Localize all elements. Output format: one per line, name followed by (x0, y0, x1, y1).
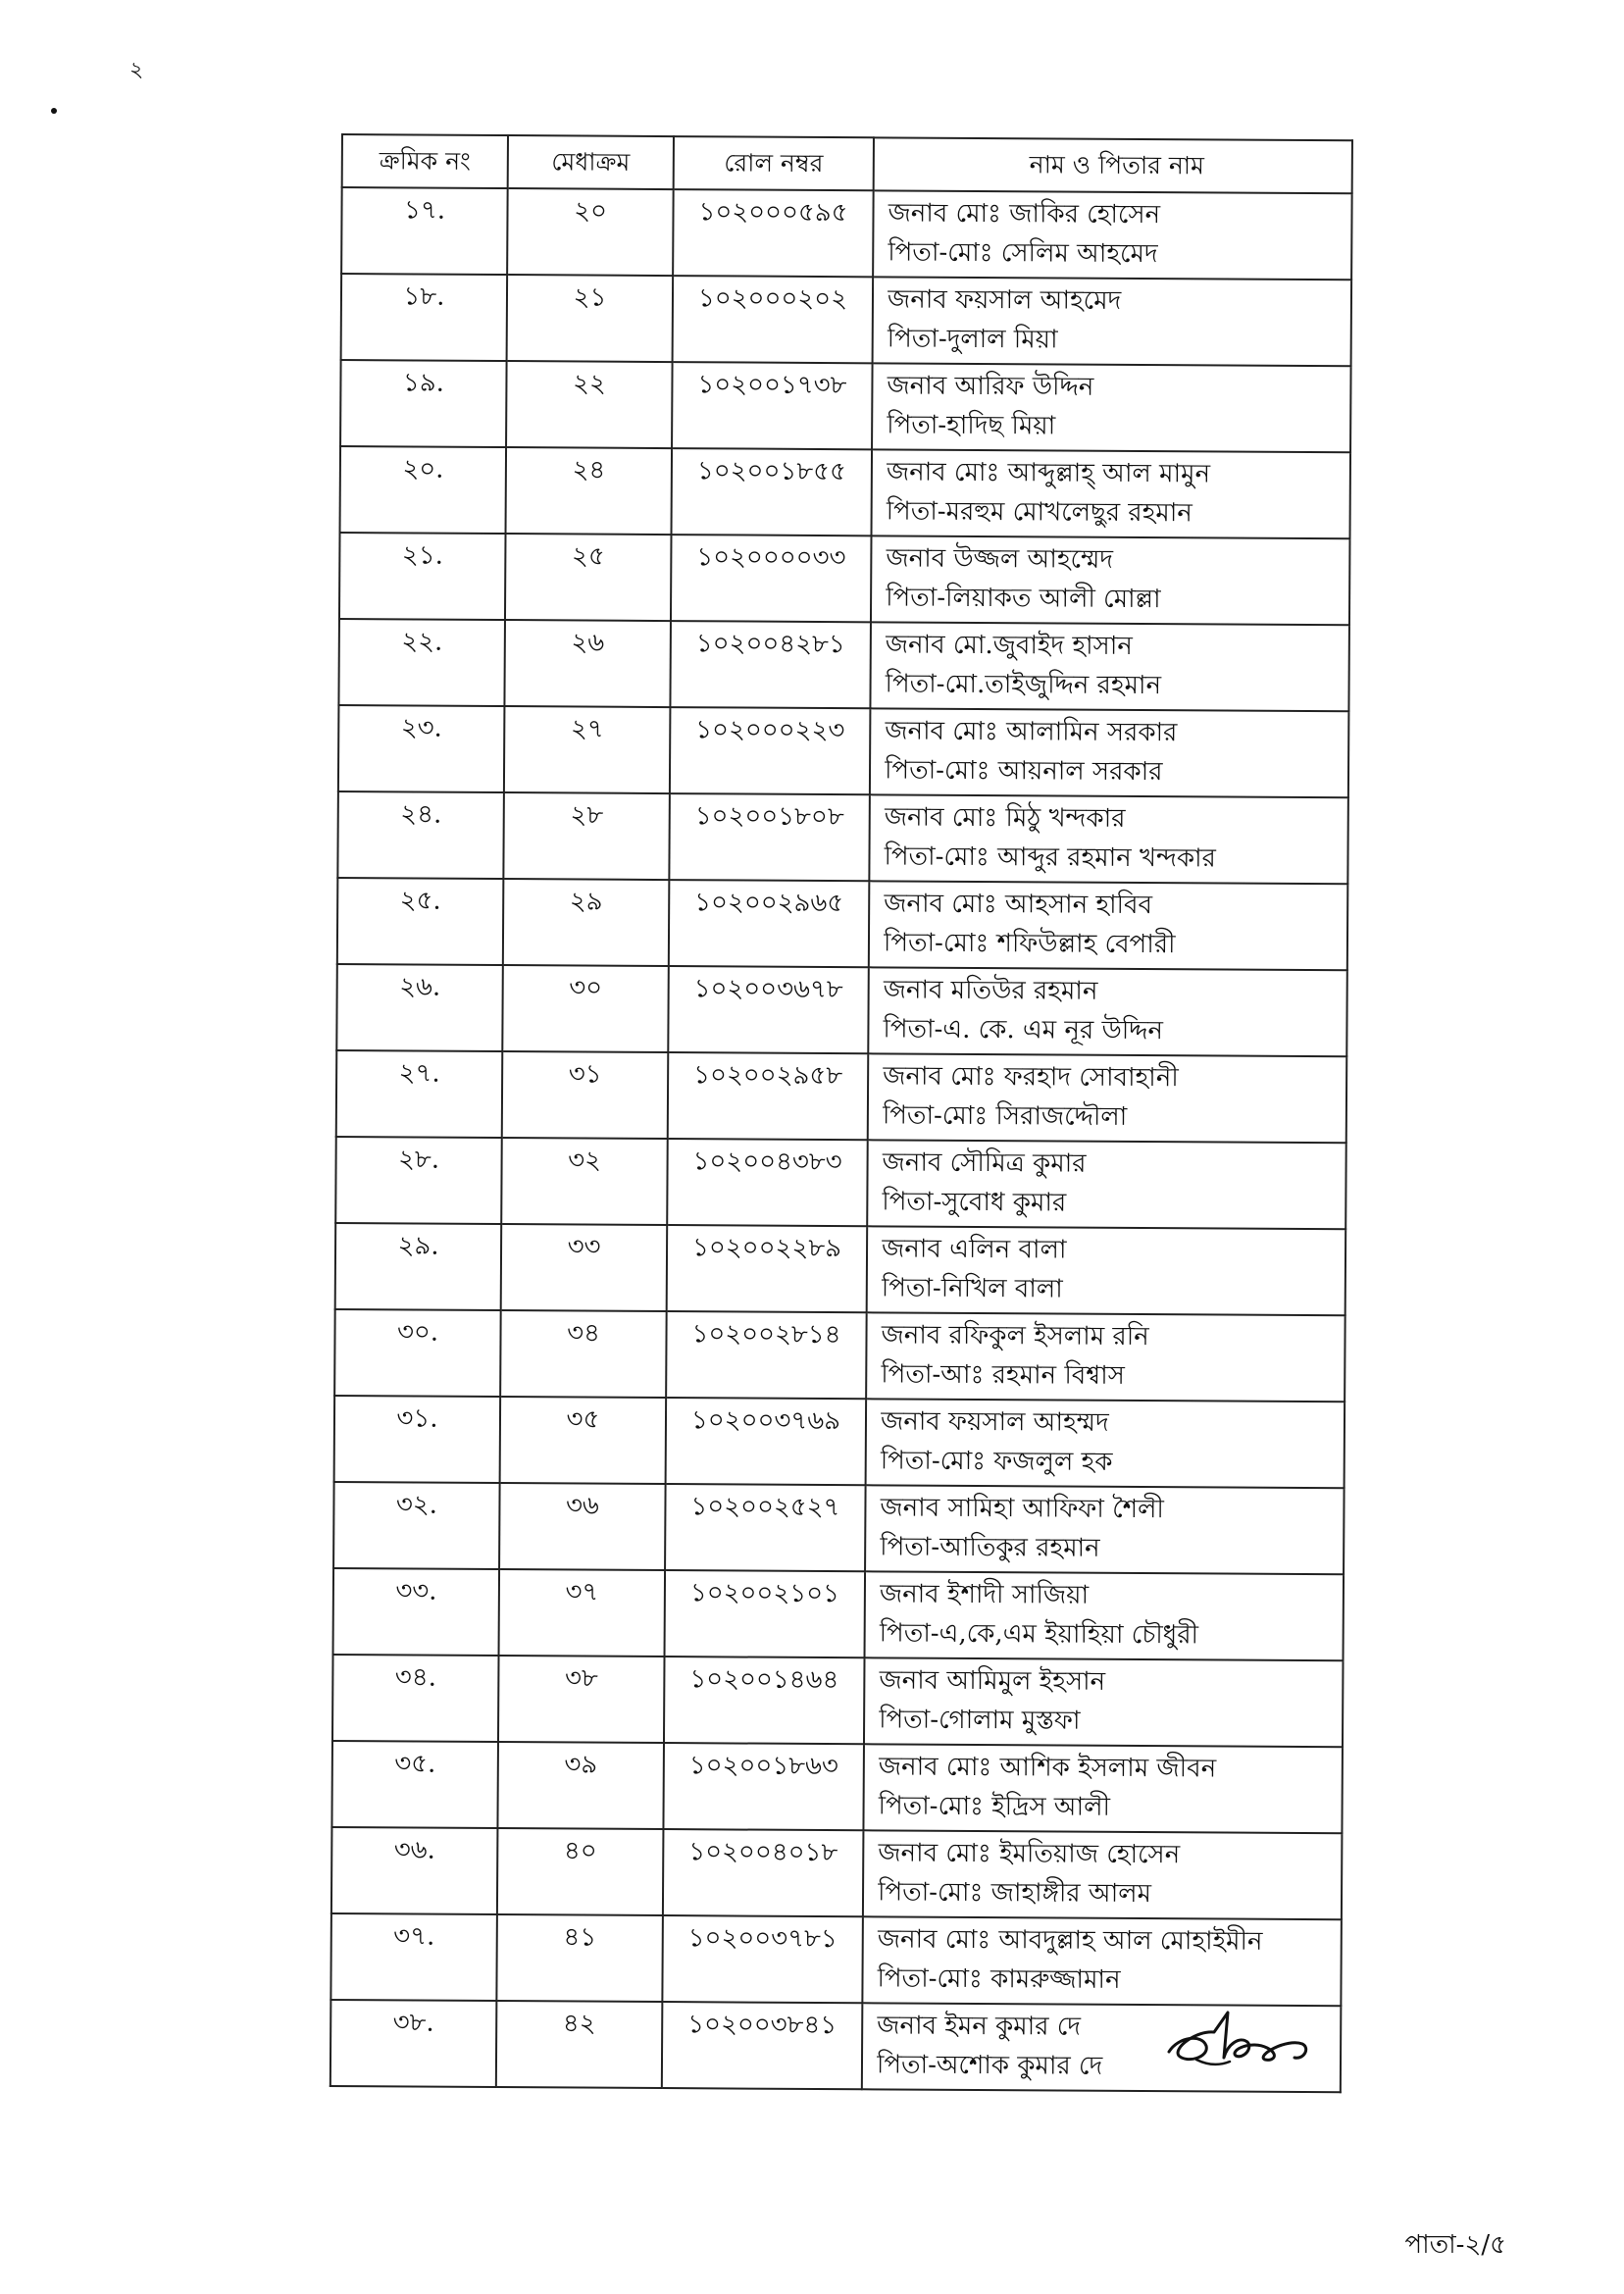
table-row (336, 964, 1347, 1056)
merit-cell: ৩০ (502, 965, 669, 1052)
father-name: পিতা-মোঃ আয়নাল সরকার (884, 755, 1163, 788)
father-name: পিতা-মোঃ জাহাঙ্গীর আলম (877, 1877, 1152, 1910)
merit-cell: ২১ (507, 275, 674, 362)
table-row (340, 446, 1351, 538)
name-cell (862, 1916, 1342, 2006)
name-cell (873, 277, 1352, 366)
serial-cell: ২৬. (336, 964, 503, 1051)
name-cell (863, 1744, 1343, 1833)
serial-cell: ২৯. (335, 1223, 502, 1310)
father-name: পিতা-এ. কে. এম নূর উদ্দিন (883, 1014, 1164, 1046)
table-row (335, 1137, 1346, 1229)
stray-dot (51, 108, 57, 114)
merit-cell: ৩৭ (499, 1569, 666, 1657)
name-cell (867, 1226, 1346, 1315)
candidate-name: জনাব উজ্জল আহম্মেদ (886, 543, 1114, 575)
serial-cell: ২১. (339, 533, 506, 620)
name-cell (864, 1657, 1344, 1747)
roll-cell: ১০২০০১৭৩৮ (672, 362, 873, 449)
roll-cell: ১০২০০২২৮৯ (667, 1225, 868, 1312)
corner-mark: ২ (129, 58, 144, 82)
candidate-name: জনাব মোঃ ইমতিয়াজ হোসেন (878, 1838, 1181, 1870)
candidate-name: জনাব ফয়সাল আহম্মদ (880, 1406, 1109, 1438)
father-name: পিতা-মোঃ সেলিম আহমেদ (888, 237, 1158, 270)
merit-cell: ৪০ (497, 1828, 664, 1915)
table-row (337, 791, 1348, 884)
table-row (330, 1913, 1342, 2006)
candidate-name: জনাব মোঃ ফরহাদ সোবাহানী (883, 1061, 1179, 1094)
page-number: পাতা-২/৫ (1404, 2230, 1506, 2260)
candidate-name: জনাব আরিফ উদ্দিন (887, 371, 1094, 402)
table-row (335, 1223, 1346, 1315)
serial-cell: ৩২. (333, 1482, 500, 1569)
table-row (332, 1655, 1344, 1747)
roll-cell: ১০২০০৩৬৭৮ (668, 966, 869, 1053)
candidate-name: জনাব ইশাদী সাজিয়া (879, 1579, 1090, 1610)
candidate-name: জনাব মোঃ আশিক ইসলাম জীবন (878, 1752, 1217, 1784)
roll-cell: ১০২০০২৮১৪ (666, 1311, 867, 1399)
serial-cell: ৩৫. (331, 1741, 498, 1828)
merit-cell: ২৯ (503, 879, 670, 966)
candidate-name: জনাব মোঃ আলামিন সরকার (885, 716, 1178, 748)
table-row (338, 619, 1349, 711)
candidate-name: জনাব আমিমুল ইহসান (879, 1665, 1106, 1697)
name-cell (868, 967, 1347, 1056)
name-cell (869, 881, 1348, 970)
father-name: পিতা-মোঃ সিরাজদ্দৌলা (882, 1100, 1128, 1132)
roll-cell: ১০২০০২৯৬৫ (669, 880, 870, 967)
merit-list-table (330, 133, 1353, 2093)
serial-cell: ৩৮. (330, 2000, 497, 2087)
candidate-name: জনাব মোঃ মিঠু খন্দকার (884, 802, 1126, 834)
father-name: পিতা-সুবোধ কুমার (882, 1187, 1067, 1218)
serial-cell: ২৭. (336, 1050, 503, 1138)
father-name: পিতা-মরহুম মোখলেছুর রহমান (886, 496, 1193, 529)
table-row (338, 705, 1349, 797)
serial-cell: ৩৩. (333, 1568, 500, 1656)
name-cell (867, 1140, 1346, 1229)
candidate-name: জনাব মতিউর রহমান (883, 975, 1098, 1006)
name-cell (869, 794, 1348, 884)
header-merit: মেধাক্রম (508, 135, 674, 189)
serial-cell: ৩৭. (330, 1913, 497, 2001)
merit-cell: ৪১ (496, 1914, 663, 2002)
header-roll: রোল নম্বর (674, 136, 874, 190)
merit-cell: ২০ (507, 188, 674, 276)
serial-cell: ১৭. (341, 187, 508, 275)
roll-cell: ১০২০০৪০১৮ (663, 1829, 864, 1916)
roll-cell: ১০২০০০২২৩ (670, 707, 871, 794)
merit-cell: ৩১ (502, 1051, 669, 1139)
merit-cell: ৩৪ (500, 1310, 667, 1398)
serial-cell: ৩০. (334, 1309, 501, 1397)
roll-cell: ১০২০০২১০১ (665, 1570, 866, 1657)
father-name: পিতা-মোঃ ইদ্রিস আলী (878, 1791, 1111, 1822)
serial-cell: ৩৪. (332, 1655, 499, 1742)
table-body (330, 187, 1352, 2092)
table-row (334, 1396, 1345, 1488)
merit-cell: ২৫ (505, 534, 672, 621)
roll-cell: ১০২০০১৮৫৫ (672, 448, 873, 535)
merit-cell: ২৭ (504, 706, 671, 793)
candidate-name: জনাব মোঃ আহসান হাবিব (884, 889, 1153, 921)
serial-cell: ২৫. (337, 878, 504, 965)
father-name: পিতা-মোঃ কামরুজ্জামান (877, 1963, 1121, 1995)
serial-cell: ৩৬. (331, 1827, 498, 1914)
header-name: নাম ও পিতার নাম (874, 137, 1352, 193)
merit-cell: ৩৮ (498, 1656, 665, 1743)
merit-cell: ৩৬ (499, 1483, 666, 1570)
roll-cell: ১০২০০১৮০৮ (669, 793, 870, 881)
merit-cell: ৩৯ (497, 1742, 664, 1829)
table-row (331, 1741, 1343, 1833)
name-cell (872, 449, 1351, 538)
name-cell (866, 1312, 1345, 1402)
header-row (342, 134, 1352, 193)
serial-cell: ৩১. (334, 1396, 501, 1483)
candidate-name: জনাব সৌমিত্র কুমার (882, 1147, 1087, 1179)
serial-cell: ২৪. (337, 791, 504, 879)
name-cell (870, 622, 1349, 711)
name-cell (873, 190, 1352, 280)
father-name: পিতা-নিখিল বালা (881, 1273, 1063, 1304)
table-row (337, 878, 1348, 970)
merit-cell: ২৪ (506, 447, 673, 535)
serial-cell: ২২. (338, 619, 505, 706)
roll-cell: ১০২০০৪৩৮৩ (667, 1139, 868, 1226)
merit-cell: ২৬ (504, 620, 671, 707)
father-name: পিতা-গোলাম মুস্তফা (879, 1705, 1081, 1736)
table-row (341, 187, 1352, 280)
candidate-name: জনাব এলিন বালা (881, 1234, 1067, 1265)
name-cell (863, 1830, 1343, 1919)
father-name: পিতা-লিয়াকত আলী মোল্লা (886, 583, 1161, 615)
merit-cell: ৩৩ (501, 1224, 668, 1311)
signature (1157, 2001, 1324, 2089)
name-cell (870, 708, 1349, 797)
name-cell (865, 1485, 1345, 1574)
serial-cell: ২৩. (338, 705, 505, 792)
roll-cell: ১০২০০৩৭৬৯ (666, 1398, 867, 1485)
name-cell (865, 1571, 1345, 1660)
father-name: পিতা-দুলাল মিয়া (887, 324, 1058, 355)
name-cell (866, 1399, 1345, 1488)
merit-cell: ৩৫ (500, 1397, 667, 1484)
father-name: পিতা-মোঃ আব্দুর রহমান খন্দকার (884, 841, 1217, 874)
father-name: পিতা-আঃ রহমান বিশ্বাস (881, 1359, 1125, 1391)
roll-cell: ১০২০০০০৩৩ (671, 535, 872, 622)
candidate-name: জনাব সামিহা আফিফা শৈলী (880, 1493, 1164, 1525)
table-row (333, 1568, 1345, 1660)
serial-cell: ২০. (340, 446, 507, 534)
serial-cell: ১৯. (340, 360, 507, 447)
merit-cell: ৩২ (501, 1138, 668, 1225)
table-row (333, 1482, 1345, 1574)
roll-cell: ১০২০০০২০২ (673, 276, 874, 363)
serial-cell: ১৮. (341, 274, 508, 361)
father-name: পিতা-আতিকুর রহমান (880, 1532, 1100, 1563)
roll-cell: ১০২০০৩৭৮১ (662, 1915, 863, 2003)
roll-cell: ১০২০০৪২৮১ (670, 621, 871, 708)
roll-cell: ১০২০০২৯৫৮ (668, 1052, 869, 1140)
father-name: পিতা-হাদিছ মিয়া (887, 410, 1056, 441)
father-name: পিতা-এ,কে,এম ইয়াহিয়া চৌধুরী (879, 1618, 1199, 1651)
table-row (334, 1309, 1345, 1402)
name-cell (868, 1053, 1347, 1143)
merit-cell: ৪২ (496, 2001, 663, 2088)
candidate-name: জনাব মোঃ জাকির হোসেন (888, 198, 1161, 230)
merit-cell: ২৮ (503, 792, 670, 880)
candidate-name: জনাব মো.জুবাইদ হাসান (885, 630, 1133, 661)
candidate-name: জনাব ফয়সাল আহমেদ (887, 284, 1122, 316)
candidate-name: জনাব মোঃ আবদুল্লাহ আল মোহাইমীন (877, 1924, 1263, 1957)
roll-cell: ১০২০০২৫২৭ (665, 1484, 866, 1571)
table-row (336, 1050, 1347, 1143)
merit-cell: ২২ (506, 361, 673, 448)
name-cell (872, 363, 1351, 452)
table-header (342, 134, 1352, 193)
candidate-name: জনাব রফিকুল ইসলাম রনি (881, 1320, 1149, 1352)
header-serial: ক্রমিক নং (342, 134, 508, 188)
table-row (331, 1827, 1343, 1919)
father-name: পিতা-মো.তাইজুদ্দিন রহমান (885, 669, 1162, 701)
table-row (340, 360, 1351, 452)
table-row (339, 533, 1350, 625)
father-name: পিতা-অশোক কুমার দে (876, 2050, 1103, 2081)
father-name: পিতা-মোঃ শফিউল্লাহ বেপারী (883, 928, 1176, 960)
serial-cell: ২৮. (335, 1137, 502, 1224)
candidate-name: জনাব ইমন কুমার দে (877, 2011, 1082, 2042)
roll-cell: ১০২০০১৮৬৩ (663, 1743, 864, 1830)
candidate-name: জনাব মোঃ আব্দুল্লাহ্ আল মামুন (886, 457, 1211, 489)
roll-cell: ১০২০০৩৮৪১ (662, 2002, 863, 2089)
father-name: পিতা-মোঃ ফজলুল হক (880, 1446, 1113, 1477)
table-row (341, 274, 1352, 366)
roll-cell: ১০২০০০৫৯৫ (673, 189, 874, 277)
name-cell (871, 535, 1350, 625)
roll-cell: ১০২০০১৪৬৪ (664, 1657, 865, 1744)
